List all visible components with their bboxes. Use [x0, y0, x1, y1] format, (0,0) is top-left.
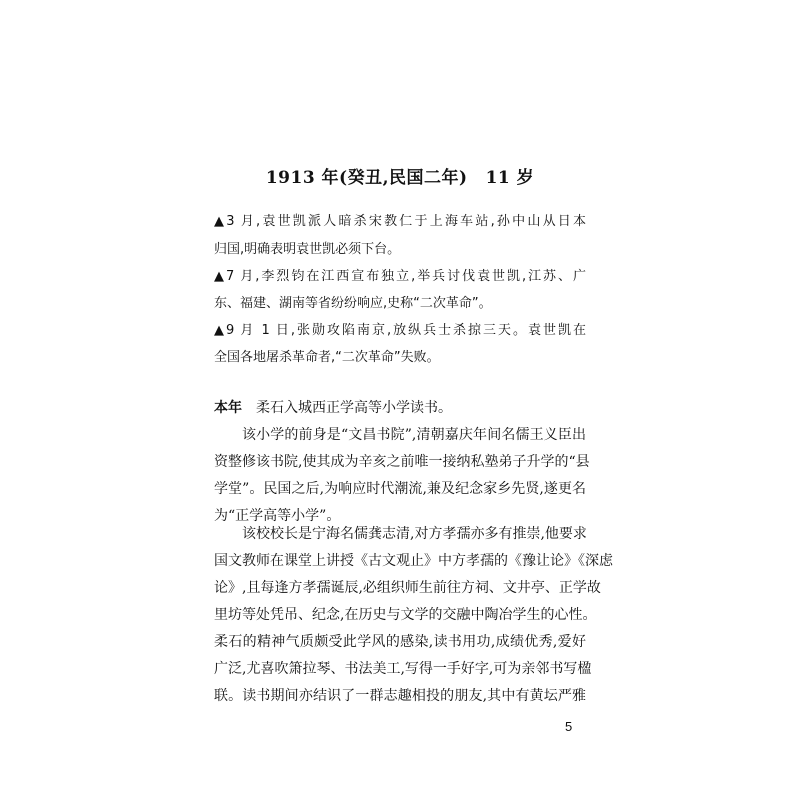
paragraph-line: 资整修该书院,使其成为辛亥之前唯一接纳私塾弟子升学的“县 [214, 454, 590, 470]
paragraph-line: 学堂”。民国之后,为响应时代潮流,兼及纪念家乡先贤,遂更名 [214, 481, 586, 497]
event-1-line-2: 归国,明确表明袁世凯必须下台。 [214, 242, 401, 257]
this-year-text: 柔石入城西正学高等小学读书。 [256, 400, 452, 416]
paragraph-line: 里坊等处凭吊、纪念,在历史与文学的交融中陶冶学生的心性。 [214, 607, 597, 623]
paragraph-line: 柔石的精神气质颇受此学风的感染,读书用功,成绩优秀,爱好 [214, 634, 586, 650]
chapter-heading [0, 163, 800, 188]
page-number: 5 [565, 719, 573, 734]
this-year-line [214, 398, 586, 418]
paragraph-line: 广泛,尤喜吹箫拉琴、书法美工,写得一手好字,可为亲邻书写楹 [214, 661, 592, 677]
paragraph-line: 该校校长是宁海名儒龚志清,对方孝孺亦多有推崇,他要求 [242, 526, 587, 542]
event-1-line-1: ▲3 月,袁世凯派人暗杀宋教仁于上海车站,孙中山从日本 [214, 214, 586, 229]
heading-age: 11 岁 [485, 168, 535, 188]
paragraph-line: 国文教师在课堂上讲授《古文观止》中方孝孺的《豫让论》《深虑 [214, 553, 613, 569]
paragraph-line: 该小学的前身是“文昌书院”,清朝嘉庆年间名儒王义臣出 [242, 427, 586, 443]
heading-year: 1913 年(癸丑,民国二年) [265, 168, 468, 188]
paragraph-line: 论》,且每逢方孝孺诞辰,必组织师生前往方祠、文井亭、正学故 [214, 580, 601, 596]
event-2-line-2: 东、福建、湖南等省纷纷响应,史称“二次革命”。 [214, 296, 492, 311]
event-3-line-2: 全国各地屠杀革命者,“二次革命”失败。 [214, 350, 440, 365]
paragraph-line: 为“正学高等小学”。 [214, 508, 341, 524]
event-2-line-1: ▲7 月,李烈钧在江西宣布独立,举兵讨伐袁世凯,江苏、广 [214, 269, 586, 284]
paragraph-line: 联。读书期间亦结识了一群志趣相投的朋友,其中有黄坛严雅 [214, 688, 586, 704]
event-3-line-1: ▲9 月 1 日,张勋攻陷南京,放纵兵士杀掠三天。袁世凯在 [214, 323, 586, 338]
this-year-label: 本年 [214, 400, 242, 416]
